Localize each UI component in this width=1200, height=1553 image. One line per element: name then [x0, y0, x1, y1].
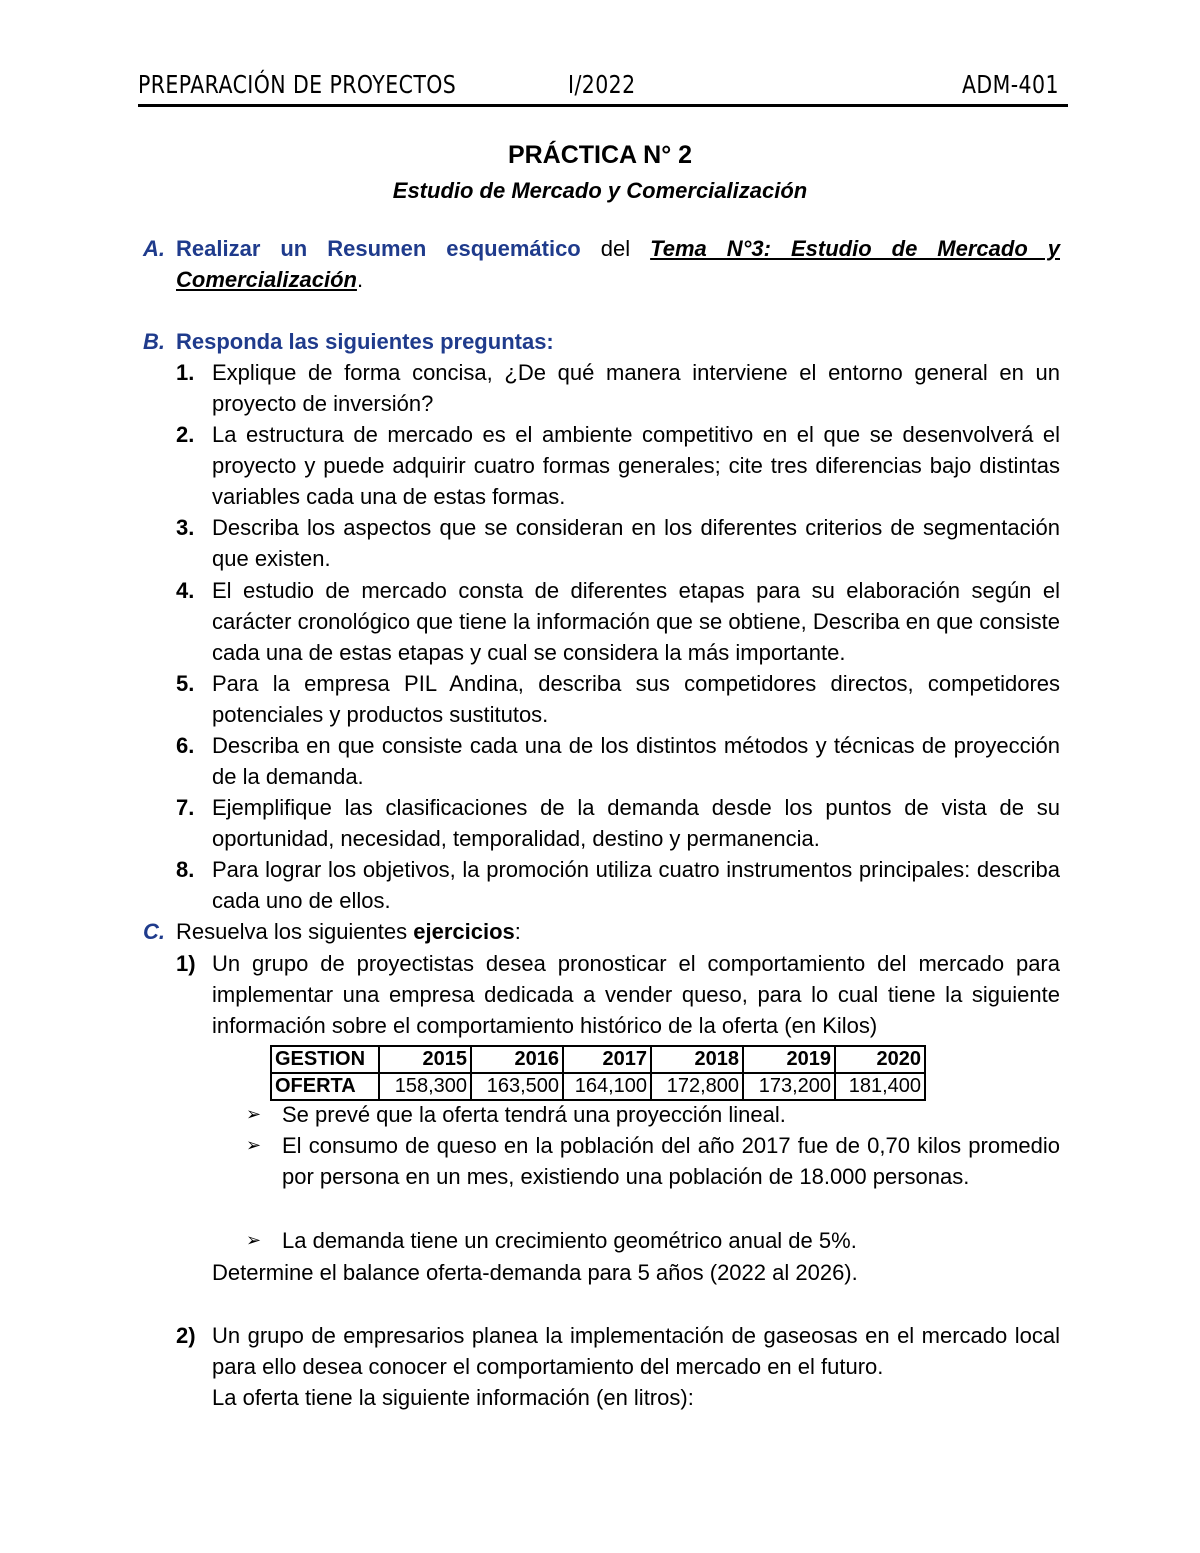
- bullet-item: [246, 1130, 1060, 1192]
- arrow-bullet-icon: ➢: [246, 1104, 262, 1124]
- table-cell: 173,200: [743, 1073, 835, 1100]
- question-text: Describa en que consiste cada una de los distintos métodos y técnicas de proyección de la demanda.: [212, 733, 1060, 789]
- header-course: PREPARACIÓN DE PROYECTOS: [138, 70, 457, 99]
- table-cell: 163,500: [471, 1073, 563, 1100]
- bullet-item: [246, 1099, 1060, 1130]
- exercise-2-line2: La oferta tiene la siguiente información (en litros):: [212, 1385, 694, 1410]
- section-a-lead: Realizar un Resumen esquemático: [176, 236, 581, 261]
- question-item: [176, 854, 1060, 916]
- arrow-bullet-icon: ➢: [246, 1135, 262, 1155]
- section-a-topic: Tema N°3: Estudio de Mercado y Comercialización: [176, 236, 1060, 292]
- question-text: Para la empresa PIL Andina, describa sus competidores directos, competidores potenciales y productos sustitutos.: [212, 671, 1060, 727]
- section-a-label: A.: [143, 236, 165, 261]
- section-c-intro-end: :: [514, 919, 521, 944]
- question-text: Ejemplifique las clasificaciones de la demanda desde los puntos de vista de su oportunidad, necesidad, temporalidad, destino y permanencia.: [212, 795, 1060, 851]
- question-item: [176, 419, 1060, 512]
- page-title: PRÁCTICA N° 2: [507, 141, 693, 169]
- question-item: [176, 668, 1060, 730]
- question-item: [176, 512, 1060, 574]
- section-b-title: Responda las siguientes preguntas:: [176, 329, 554, 354]
- bullet-text: La demanda tiene un crecimiento geométrico anual de 5%.: [282, 1228, 857, 1253]
- table-row: [271, 1046, 925, 1073]
- page-header: [138, 62, 1068, 107]
- exercise-1-conclusion: Determine el balance oferta-demanda para 5 años (2022 al 2026).: [212, 1260, 858, 1285]
- table-cell: 2017: [563, 1046, 651, 1073]
- exercise-text: Un grupo de proyectistas desea pronosticar el comportamiento del mercado para implementar una empresa dedicada a vender queso, para lo cual tiene la siguiente información sobre el comportamiento histórico de la oferta (en Kilos): [212, 951, 1060, 1038]
- table-row: [271, 1073, 925, 1100]
- section-a-end: .: [356, 267, 364, 292]
- question-text: Para lograr los objetivos, la promoción utiliza cuatro instrumentos principales: describa cada uno de ellos.: [212, 857, 1060, 913]
- table-cell: 164,100: [563, 1073, 651, 1100]
- table-cell: 2018: [651, 1046, 743, 1073]
- table-cell: 181,400: [835, 1073, 925, 1100]
- header-term: I/2022: [568, 70, 636, 99]
- section-c-label: C.: [143, 919, 165, 944]
- table-cell: 172,800: [651, 1073, 743, 1100]
- question-number: 8.: [176, 857, 195, 882]
- question-text: La estructura de mercado es el ambiente competitivo en el que se desenvolverá el proyecto y puede adquirir cuatro formas generales; cite tres diferencias bajo distintas variables cada una de estas formas.: [212, 422, 1060, 509]
- question-number: 2.: [176, 422, 195, 447]
- exercise-text: Un grupo de empresarios planea la implementación de gaseosas en el mercado local para ello desea conocer el comportamiento del mercado en el futuro.: [212, 1323, 1060, 1379]
- supply-table: [270, 1045, 926, 1101]
- question-text: Explique de forma concisa, ¿De qué manera interviene el entorno general en un proyecto de inversión?: [212, 360, 1060, 416]
- section-c-intro-bold: ejercicios: [413, 919, 515, 944]
- section-c-intro: Resuelva los siguientes: [176, 919, 408, 944]
- section-a-connector: del: [600, 236, 631, 261]
- section-b-label: B.: [143, 329, 165, 354]
- table-cell: 2020: [835, 1046, 925, 1073]
- page-subtitle: Estudio de Mercado y Comercialización: [392, 178, 808, 203]
- question-item: [176, 575, 1060, 668]
- question-number: 3.: [176, 515, 195, 540]
- exercise-1: [176, 948, 1060, 1041]
- table-row-label: OFERTA: [271, 1073, 379, 1100]
- question-number: 5.: [176, 671, 195, 696]
- table-cell: 2016: [471, 1046, 563, 1073]
- section-c-heading: [138, 916, 1060, 947]
- question-item: [176, 357, 1060, 419]
- bullet-text: El consumo de queso en la población del año 2017 fue de 0,70 kilos promedio por persona en un mes, existiendo una población de 18.000 personas.: [282, 1133, 1060, 1189]
- question-text: Describa los aspectos que se consideran en los diferentes criterios de segmentación que existen.: [212, 515, 1060, 571]
- bullet-item: [246, 1225, 1060, 1256]
- question-number: 4.: [176, 578, 195, 603]
- exercise-number: 2): [176, 1323, 196, 1348]
- bullet-text: Se prevé que la oferta tendrá una proyección lineal.: [282, 1102, 786, 1127]
- section-a: [138, 233, 1060, 295]
- question-number: 7.: [176, 795, 195, 820]
- exercise-2: [176, 1320, 1060, 1382]
- arrow-bullet-icon: ➢: [246, 1230, 262, 1250]
- header-code: ADM-401: [961, 70, 1059, 99]
- table-cell: 158,300: [379, 1073, 471, 1100]
- table-cell: 2019: [743, 1046, 835, 1073]
- section-b-heading: [138, 326, 1060, 357]
- question-text: El estudio de mercado consta de diferentes etapas para su elaboración según el carácter cronológico que tiene la información que se obtiene, Describa en que consiste cada una de estas etapas y cual se considera la más importante.: [212, 578, 1060, 665]
- table-row-label: GESTION: [271, 1046, 379, 1073]
- table-cell: 2015: [379, 1046, 471, 1073]
- exercise-number: 1): [176, 951, 196, 976]
- question-item: [176, 792, 1060, 854]
- question-number: 6.: [176, 733, 195, 758]
- question-number: 1.: [176, 360, 195, 385]
- question-item: [176, 730, 1060, 792]
